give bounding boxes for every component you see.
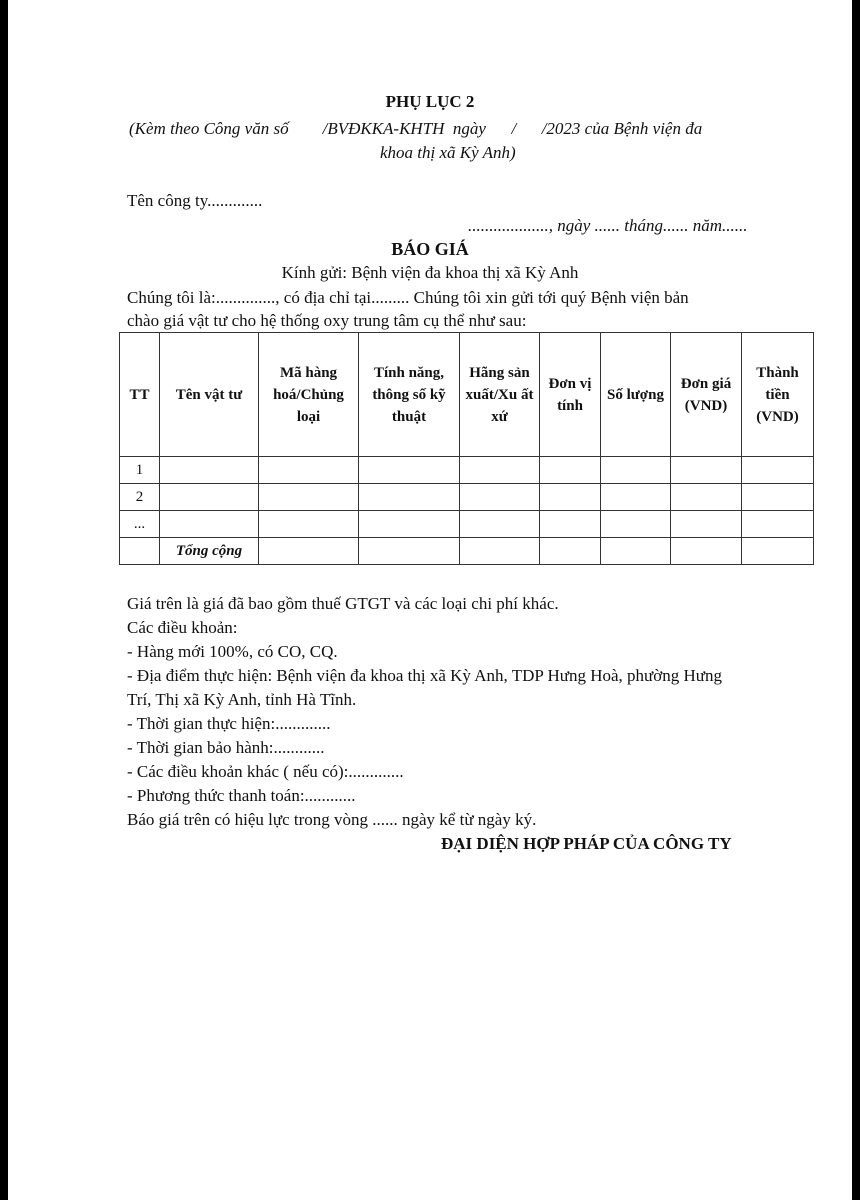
reference-line-1: (Kèm theo Công văn số /BVĐKKA-KHTH ngày / /2023 của Bệnh viện đa [129, 119, 703, 138]
note-terms-heading: Các điều khoản: [127, 618, 238, 637]
row-number: ... [120, 511, 160, 538]
document-page [8, 0, 852, 1200]
col-header-unit-price: Đơn giá (VND) [671, 333, 742, 457]
row-number: 1 [120, 457, 160, 484]
note-warranty-time: - Thời gian bảo hành:............ [127, 738, 325, 757]
row-number: 2 [120, 484, 160, 511]
note-validity: Báo giá trên có hiệu lực trong vòng ...... ngày kể từ ngày ký. [127, 810, 537, 829]
col-header-code: Mã hàng hoá/Chủng loại [259, 333, 359, 457]
col-header-specs: Tính năng, thông số kỹ thuật [359, 333, 460, 457]
date-line: ..................., ngày ...... tháng...... năm...... [468, 216, 748, 235]
note-other-terms: - Các điều khoản khác ( nếu có):............. [127, 762, 404, 781]
note-payment-method: - Phương thức thanh toán:............ [127, 786, 356, 805]
note-location-line-2: Trí, Thị xã Kỳ Anh, tỉnh Hà Tĩnh. [127, 690, 357, 709]
col-header-amount: Thành tiền (VND) [742, 333, 814, 457]
col-header-quantity: Số lượng [601, 333, 671, 457]
reference-line-2: khoa thị xã Kỳ Anh) [380, 143, 516, 162]
quotation-table [119, 332, 814, 565]
col-header-unit: Đơn vị tính [540, 333, 601, 457]
table-total-row [120, 538, 814, 565]
signature-title: ĐẠI DIỆN HỢP PHÁP CỦA CÔNG TY [441, 834, 732, 853]
col-header-tt: TT [120, 333, 160, 457]
col-header-manufacturer: Hãng sản xuất/Xu ất xứ [460, 333, 540, 457]
note-execution-time: - Thời gian thực hiện:............. [127, 714, 331, 733]
note-location-line-1: - Địa điểm thực hiện: Bệnh viện đa khoa thị xã Kỳ Anh, TDP Hưng Hoà, phường Hưng [127, 666, 722, 685]
table-row [120, 511, 814, 538]
company-name-line: Tên công ty............. [127, 191, 263, 210]
note-new-goods: - Hàng mới 100%, có CO, CQ. [127, 642, 338, 661]
intro-line-1: Chúng tôi là:.............., có địa chỉ tại......... Chúng tôi xin gửi tới quý Bệnh viện bản [127, 288, 689, 307]
recipient-line: Kính gửi: Bệnh viện đa khoa thị xã Kỳ Anh [281, 263, 579, 282]
table-header-row [120, 333, 814, 457]
note-price-includes-vat: Giá trên là giá đã bao gồm thuế GTGT và các loại chi phí khác. [127, 594, 559, 613]
document-title: BÁO GIÁ [391, 239, 469, 259]
appendix-title: PHỤ LỤC 2 [385, 92, 475, 111]
col-header-item-name: Tên vật tư [160, 333, 259, 457]
table-row [120, 457, 814, 484]
total-label: Tổng cộng [160, 538, 259, 565]
intro-line-2: chào giá vật tư cho hệ thống oxy trung tâm cụ thể như sau: [127, 311, 527, 330]
table-row [120, 484, 814, 511]
